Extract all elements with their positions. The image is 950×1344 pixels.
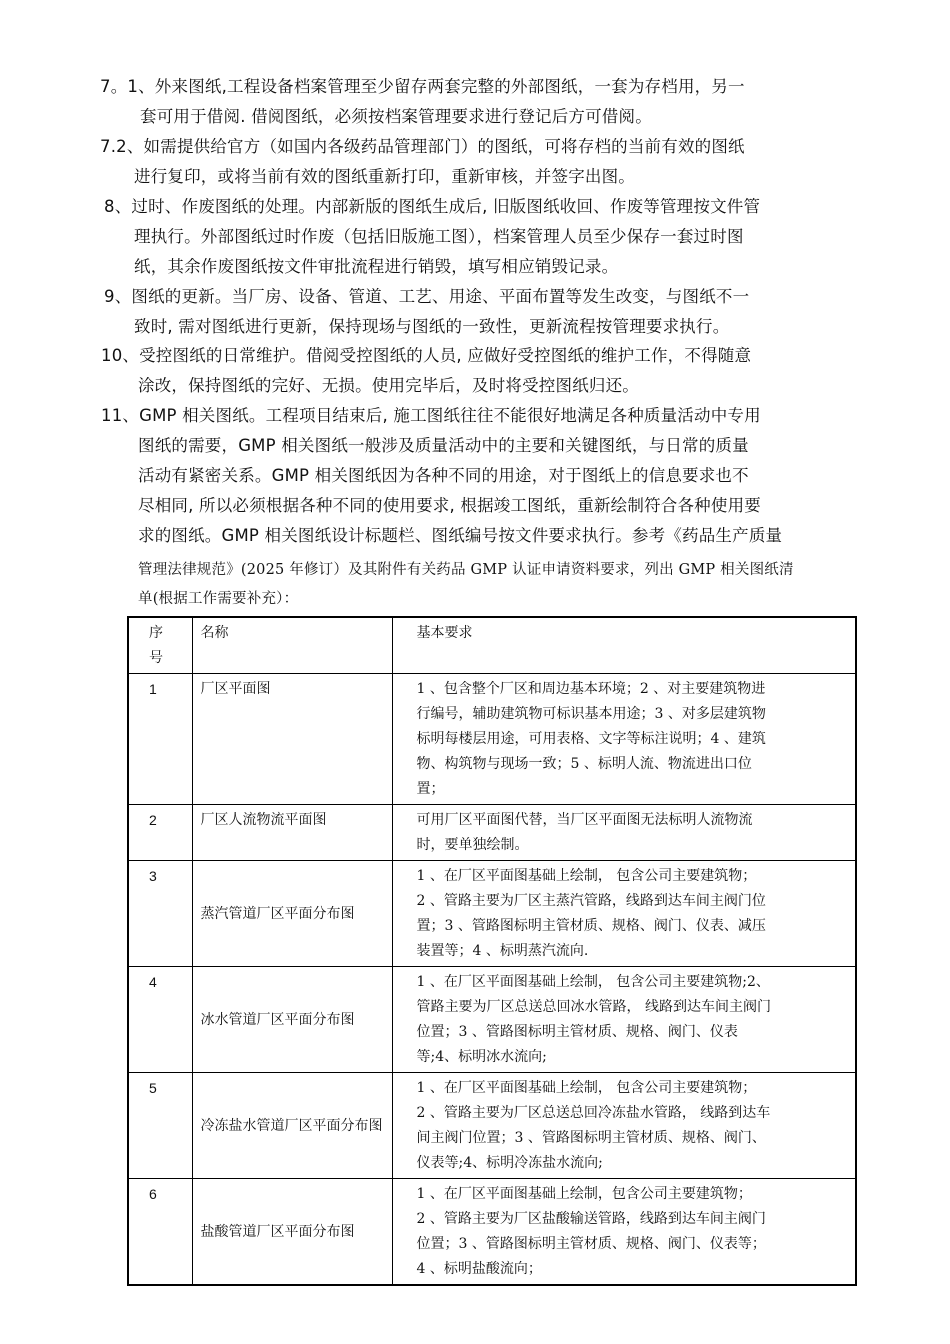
requirement-line: 置； — [416, 781, 445, 797]
row-number: 2 — [128, 805, 192, 861]
requirement-line: 2 、管路主要为厂区盐酸输送管路，线路到达车间主阀门 — [416, 1211, 766, 1227]
requirement-line: 2 、管路主要为厂区总送总回冷冻盐水管路， 线路到达车 — [416, 1105, 771, 1121]
table-row — [128, 674, 856, 805]
text-line: 尽相同, 所以必须根据各种不同的使用要求, 根据竣工图纸，重新绘制符合各种使用要 — [138, 496, 761, 515]
header-name: 名称 — [192, 617, 392, 674]
text-line: 10、受控图纸的日常维护。借阅受控图纸的人员, 应做好受控图纸的维护工作，不得随意 — [101, 346, 752, 365]
text-line: 求的图纸。GMP 相关图纸设计标题栏、图纸编号按文件要求执行。参考《药品生产质量 — [138, 526, 783, 545]
requirement-line: 1 、在厂区平面图基础上绘制， 包含公司主要建筑物;2、 — [416, 974, 770, 990]
row-requirements — [392, 674, 856, 805]
requirement-line: 位置；3 、管路图标明主管材质、规格、阀门、仪表等； — [416, 1236, 766, 1252]
row-name: 蒸汽管道厂区平面分布图 — [192, 861, 392, 967]
requirement-line: 仪表等;4、标明冷冻盐水流向; — [416, 1155, 603, 1171]
paragraph-7-2 — [100, 132, 745, 192]
row-number: 4 — [128, 967, 192, 1073]
text-line: 7。1、外来图纸,工程设备档案管理至少留存两套完整的外部图纸，一套为存档用，另一 — [100, 77, 745, 96]
row-number: 1 — [128, 674, 192, 805]
requirement-line: 1 、在厂区平面图基础上绘制， 包含公司主要建筑物； — [416, 1080, 757, 1096]
table-row — [128, 1179, 856, 1286]
table-header-row — [128, 617, 856, 674]
paragraph-11 — [101, 401, 782, 551]
text-line: 11、GMP 相关图纸。工程项目结束后, 施工图纸往往不能很好地满足各种质量活动中专用 — [101, 406, 761, 425]
row-name: 厂区人流物流平面图 — [192, 805, 392, 861]
text-line: 涂改，保持图纸的完好、无损。使用完毕后，及时将受控图纸归还。 — [138, 376, 639, 395]
row-number: 3 — [128, 861, 192, 967]
requirement-line: 时，要单独绘制。 — [416, 837, 529, 853]
requirement-line: 1 、在厂区平面图基础上绘制， 包含公司主要建筑物； — [416, 868, 757, 884]
requirement-line: 间主阀门位置；3 、管路图标明主管材质、规格、阀门、 — [416, 1130, 766, 1146]
table-row — [128, 861, 856, 967]
text-line: 纸，其余作废图纸按文件审批流程进行销毁，填写相应销毁记录。 — [134, 257, 619, 276]
table-row — [128, 805, 856, 861]
header-number — [128, 617, 192, 674]
text-line: 进行复印，或将当前有效的图纸重新打印，重新审核，并签字出图。 — [134, 167, 635, 186]
requirement-line: 可用厂区平面图代替，当厂区平面图无法标明人流物流 — [416, 812, 753, 828]
table-row — [128, 1073, 856, 1179]
requirement-line: 管路主要为厂区总送总回冰水管路， 线路到达车间主阀门 — [416, 999, 771, 1015]
table-row — [128, 967, 856, 1073]
requirement-line: 装置等；4 、标明蒸汽流向. — [416, 943, 589, 959]
text-line: 单(根据工作需要补充）： — [138, 591, 299, 607]
requirement-line: 行编号，辅助建筑物可标识基本用途；3 、对多层建筑物 — [416, 706, 766, 722]
paragraph-11-continued — [138, 556, 794, 614]
row-requirements — [392, 805, 856, 861]
row-number: 5 — [128, 1073, 192, 1179]
text-line: 8、过时、作废图纸的处理。内部新版的图纸生成后, 旧版图纸收回、作废等管理按文件管 — [104, 197, 761, 216]
header-requirements: 基本要求 — [392, 617, 856, 674]
row-name-text: 冷冻盐水管道厂区平面分布图 — [200, 1117, 383, 1134]
text-line: 7.2、如需提供给官方（如国内各级药品管理部门）的图纸，可将存档的当前有效的图纸 — [100, 137, 745, 156]
requirement-line: 等;4、标明冰水流向; — [416, 1049, 547, 1065]
text-line: 图纸的需要，GMP 相关图纸一般涉及质量活动中的主要和关键图纸，与日常的质量 — [138, 436, 749, 455]
row-name — [192, 1073, 392, 1179]
row-name: 盐酸管道厂区平面分布图 — [192, 1179, 392, 1286]
text-line: 9、图纸的更新。当厂房、设备、管道、工艺、用途、平面布置等发生改变，与图纸不一 — [104, 287, 750, 306]
requirement-line: 置；3 、管路图标明主管材质、规格、阀门、仪表、减压 — [416, 918, 766, 934]
row-requirements — [392, 1073, 856, 1179]
row-requirements — [392, 861, 856, 967]
requirement-line: 4 、标明盐酸流向； — [416, 1261, 542, 1277]
header-number-text: 序号 — [149, 625, 163, 666]
requirement-line: 位置；3 、管路图标明主管材质、规格、阀门、仪表 — [416, 1024, 738, 1040]
row-number: 6 — [128, 1179, 192, 1286]
text-line: 致时, 需对图纸进行更新，保持现场与图纸的一致性，更新流程按管理要求执行。 — [134, 317, 730, 336]
text-line: 套可用于借阅. 借阅图纸，必须按档案管理要求进行登记后方可借阅。 — [140, 107, 652, 126]
paragraph-7-1 — [100, 72, 745, 132]
text-line: 活动有紧密关系。GMP 相关图纸因为各种不同的用途，对于图纸上的信息要求也不 — [138, 466, 749, 485]
row-requirements — [392, 967, 856, 1073]
row-name: 冰水管道厂区平面分布图 — [192, 967, 392, 1073]
paragraph-8 — [104, 192, 760, 282]
text-line: 理执行。外部图纸过时作废（包括旧版施工图），档案管理人员至少保存一套过时图 — [134, 227, 744, 246]
row-name: 厂区平面图 — [192, 674, 392, 805]
requirement-line: 标明每楼层用途，可用表格、文字等标注说明；4 、建筑 — [416, 731, 766, 747]
paragraph-10 — [101, 341, 751, 401]
requirement-line: 1 、在厂区平面图基础上绘制，包含公司主要建筑物； — [416, 1186, 752, 1202]
gmp-drawing-list-table — [127, 616, 857, 1286]
requirement-line: 1 、包含整个厂区和周边基本环境；2 、对主要建筑物进 — [416, 681, 766, 697]
requirement-line: 物、构筑物与现场一致；5 、标明人流、物流进出口位 — [416, 756, 752, 772]
requirement-line: 2 、管路主要为厂区主蒸汽管路，线路到达车间主阀门位 — [416, 893, 766, 909]
row-requirements — [392, 1179, 856, 1286]
text-line: 管理法律规范》(2025 年修订）及其附件有关药品 GMP 认证申请资料要求，列出 GMP 相关图纸清 — [138, 562, 794, 578]
paragraph-9 — [104, 282, 749, 342]
